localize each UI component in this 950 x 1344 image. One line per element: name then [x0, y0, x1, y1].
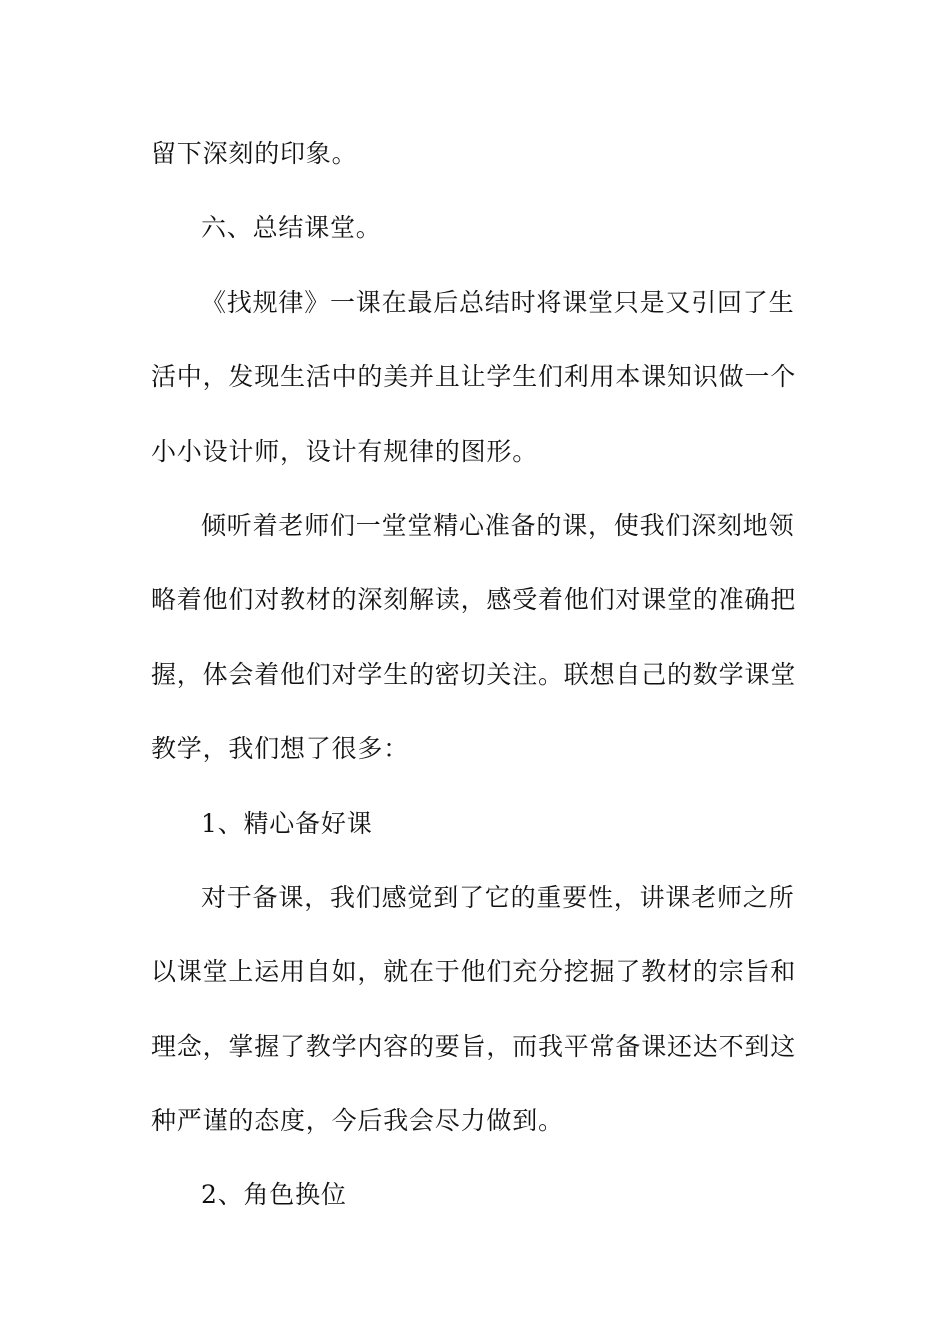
text-line: 小小设计师，设计有规律的图形。	[151, 436, 539, 466]
text-line: 理念，掌握了教学内容的要旨，而我平常备课还达不到这	[151, 1031, 797, 1061]
list-heading: 1、精心备好课	[201, 808, 373, 838]
text-line: 略着他们对教材的深刻解读，感受着他们对课堂的准确把	[151, 585, 797, 615]
text-line: 以课堂上运用自如，就在于他们充分挖掘了教材的宗旨和	[151, 957, 797, 987]
list-heading: 2、角色换位	[201, 1180, 347, 1210]
text-line: 留下深刻的印象。	[151, 139, 358, 168]
text-line: 对于备课，我们感觉到了它的重要性，讲课老师之所	[201, 882, 795, 912]
text-line: 《找规律》一课在最后总结时将课堂只是又引回了生	[201, 287, 795, 317]
text-line: 握，体会着他们对学生的密切关注。联想自己的数学课堂	[151, 659, 797, 689]
text-line: 教学，我们想了很多：	[151, 734, 410, 764]
document-body	[151, 127, 796, 1243]
section-heading: 六、总结课堂。	[201, 213, 382, 243]
text-line: 倾听着老师们一堂堂精心准备的课，使我们深刻地领	[201, 510, 795, 540]
text-line: 种严谨的态度，今后我会尽力做到。	[151, 1106, 564, 1136]
text-line: 活中，发现生活中的美并且让学生们利用本课知识做一个	[151, 362, 797, 392]
